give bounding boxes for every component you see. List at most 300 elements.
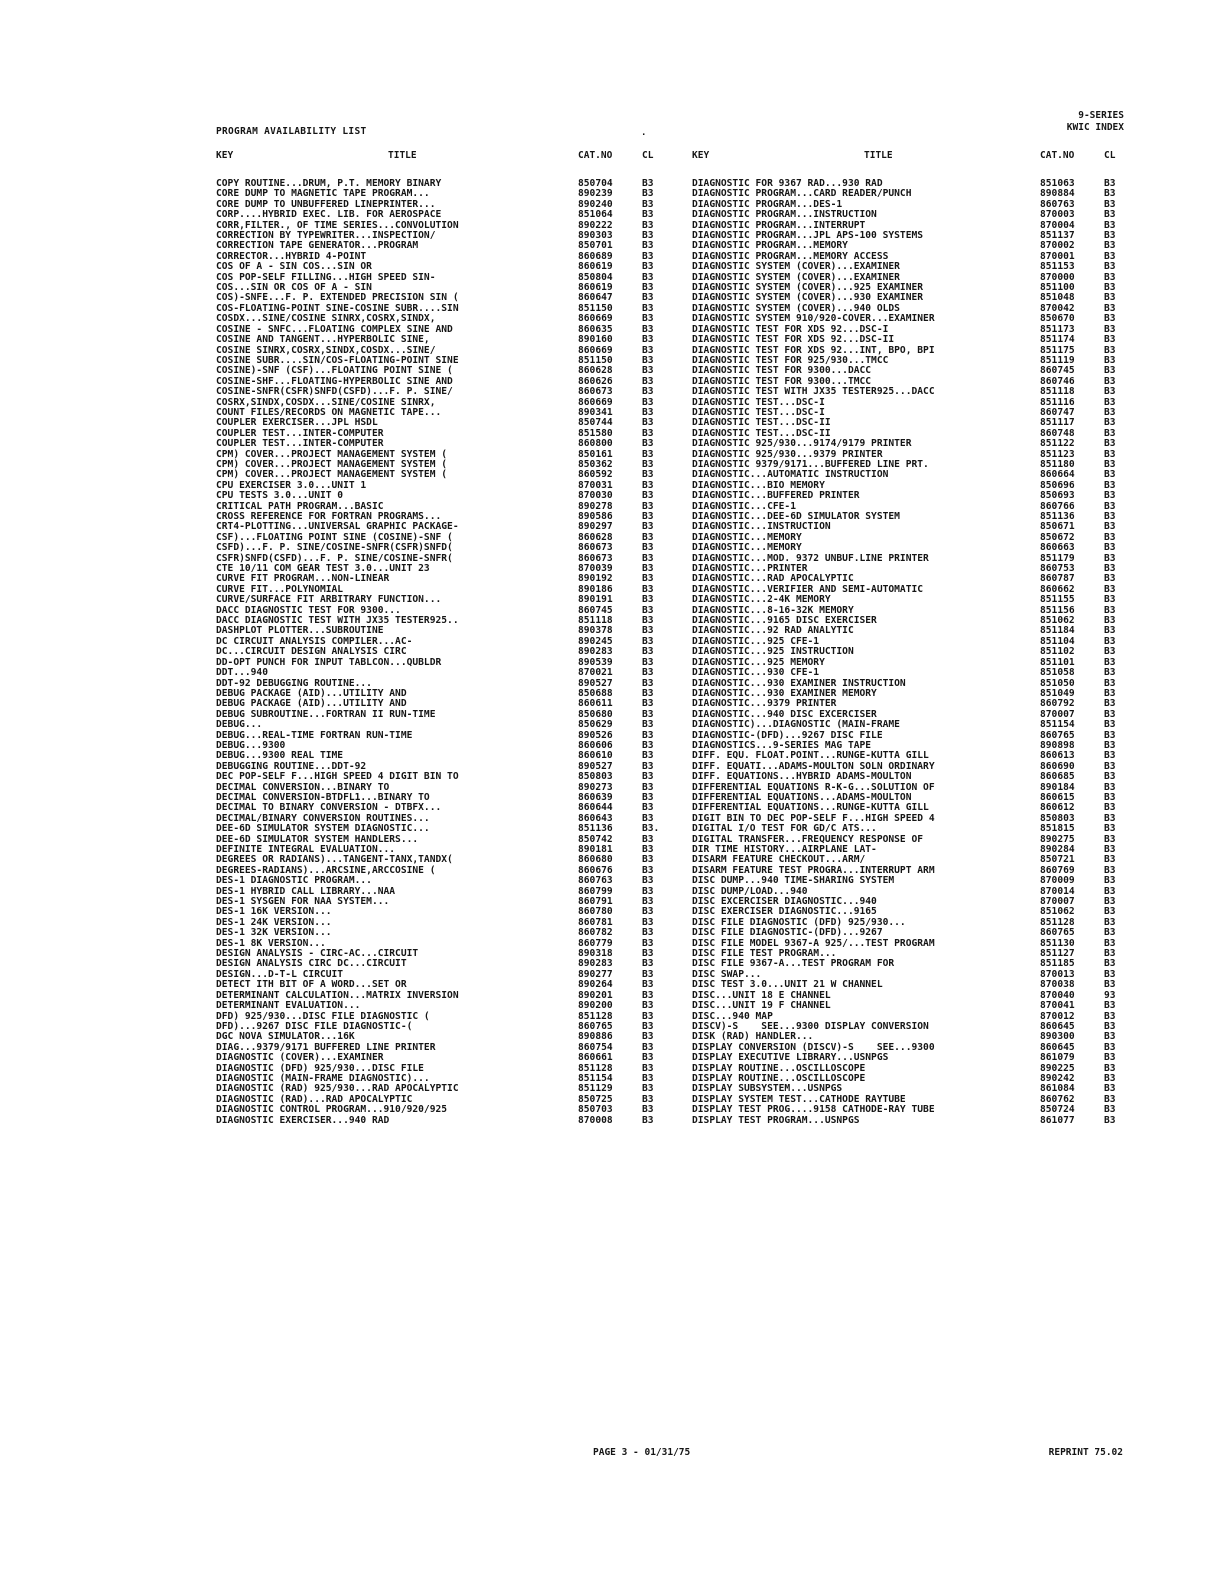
- entry-catno: 851580: [578, 427, 613, 439]
- entry-class: B3: [642, 687, 654, 699]
- entry-catno: 860745: [578, 604, 613, 616]
- entry-title: DECIMAL CONVERSION-BTDFL1...BINARY TO: [216, 791, 430, 803]
- list-item: [216, 668, 660, 678]
- entry-catno: 890886: [578, 1031, 613, 1043]
- entry-catno: 860800: [578, 438, 613, 450]
- entry-catno: 890586: [578, 511, 613, 522]
- entry-class: B3: [642, 656, 654, 668]
- right-entry-list: [692, 179, 1124, 1126]
- entry-class: B3: [1104, 511, 1116, 522]
- entry-catno: 850362: [578, 458, 613, 470]
- entry-class: B3: [642, 1114, 654, 1126]
- entry-catno: 860765: [1040, 729, 1075, 741]
- entry-class: B3: [642, 594, 654, 606]
- entry-class: B3: [1104, 1062, 1116, 1074]
- entry-catno: 860689: [578, 250, 613, 262]
- entry-class: B3: [1104, 521, 1116, 533]
- entry-title: COPY ROUTINE...DRUM, P.T. MEMORY BINARY: [216, 178, 442, 189]
- entry-class: B3: [1104, 396, 1116, 408]
- entry-class: B3: [642, 511, 654, 522]
- entry-title: DIAGNOSTIC PROGRAM...MEMORY: [692, 240, 848, 252]
- entry-catno: 860613: [1040, 750, 1075, 762]
- entry-class: B3: [1104, 313, 1116, 325]
- entry-title: CORE DUMP TO MAGNETIC TAPE PROGRAM...: [216, 188, 430, 200]
- entry-class: B3: [1104, 1114, 1116, 1126]
- entry-title: CURVE FIT...POLYNOMIAL: [216, 583, 344, 595]
- entry-class: B3: [642, 282, 654, 294]
- entry-class: B3: [1104, 1000, 1116, 1012]
- entry-title: DIAGNOSTIC TEST FOR XDS 92...INT, BPO, BPI: [692, 344, 935, 356]
- entry-catno: 851173: [1040, 323, 1075, 335]
- entry-catno: 860779: [578, 937, 613, 949]
- entry-catno: 851128: [578, 1062, 613, 1074]
- entry-class: B3: [642, 542, 654, 554]
- entry-catno: 860791: [578, 896, 613, 908]
- entry-class: B3: [642, 1093, 654, 1105]
- entry-catno: 860606: [578, 739, 613, 751]
- entry-class: B3: [1104, 198, 1116, 210]
- cl-header: CL: [1104, 150, 1116, 161]
- catno-header: CAT.NO: [578, 150, 613, 161]
- entry-class: B3: [642, 906, 654, 918]
- list-item: [216, 1001, 660, 1011]
- entry-class: B3: [642, 739, 654, 751]
- entry-class: B3: [642, 1010, 654, 1022]
- entry-catno: 850704: [578, 178, 613, 189]
- entry-catno: 860644: [578, 802, 613, 814]
- entry-class: B3: [1104, 448, 1116, 460]
- entry-title: DACC DIAGNOSTIC TEST FOR 9300...: [216, 604, 401, 616]
- entry-title: DISC FILE 9367-A...TEST PROGRAM FOR: [692, 958, 895, 970]
- entry-catno: 851815: [1040, 823, 1075, 835]
- entry-class: B3: [642, 219, 654, 231]
- entry-catno: 851102: [1040, 646, 1075, 658]
- entry-class: B3: [1104, 552, 1116, 564]
- entry-class: B3: [642, 875, 654, 887]
- entry-class: B3.: [642, 823, 660, 835]
- entry-title: DIAGNOSTIC PROGRAM...INSTRUCTION: [692, 209, 877, 221]
- entry-title: DACC DIAGNOSTIC TEST WITH JX35 TESTER925..: [216, 615, 459, 627]
- entry-class: B3: [642, 646, 654, 658]
- entry-title: DIAGNOSTIC SYSTEM 910/920-COVER...EXAMINER: [692, 313, 935, 325]
- list-item: [692, 1001, 1124, 1011]
- list-item: [692, 335, 1124, 345]
- entry-title: DIAGNOSTIC...RAD APOCALYPTIC: [692, 573, 854, 585]
- entry-title: DIAGNOSTIC...930 EXAMINER INSTRUCTION: [692, 677, 906, 689]
- entry-title: DEBUG PACKAGE (AID)...UTILITY AND: [216, 698, 407, 710]
- entry-title: DIAGNOSTIC SYSTEM (COVER)...940 OLDS: [692, 302, 900, 314]
- entry-class: B3: [1104, 302, 1116, 314]
- entry-title: DC CIRCUIT ANALYSIS COMPILER...AC-: [216, 635, 413, 647]
- entry-title: DES-1 32K VERSION...: [216, 927, 332, 939]
- entry-class: B3: [642, 354, 654, 366]
- entry-class: B3: [1104, 864, 1116, 876]
- entry-catno: 860619: [578, 261, 613, 273]
- entry-title: COSINE - SNFC...FLOATING COMPLEX SINE AND: [216, 323, 453, 335]
- entry-title: DIAGNOSTIC...DEE-6D SIMULATOR SYSTEM: [692, 511, 900, 522]
- entry-title: DIAGNOSTIC TEST FOR XDS 92...DSC-I: [692, 323, 889, 335]
- entry-title: DIAGNOSTIC TEST...DSC-I: [692, 396, 825, 408]
- entry-title: DIAGNOSTIC)...DIAGNOSTIC (MAIN-FRAME: [692, 719, 900, 731]
- entry-title: COUNT FILES/RECORDS ON MAGNETIC TAPE...: [216, 406, 442, 418]
- entry-title: DIAGNOSTIC TEST FOR XDS 92...DSC-II: [692, 334, 895, 346]
- entry-class: B3: [1104, 927, 1116, 939]
- entry-class: B3: [642, 864, 654, 876]
- entry-title: DIAGNOSTIC TEST...DSC-II: [692, 427, 831, 439]
- entry-catno: 860643: [578, 812, 613, 824]
- entry-catno: 890283: [578, 958, 613, 970]
- reprint-label: REPRINT 75.02: [1048, 1447, 1123, 1458]
- entry-title: COS-FLOATING-POINT SINE-COSINE SUBR....SIN: [216, 302, 459, 314]
- entry-catno: 860787: [1040, 573, 1075, 585]
- entry-title: DEGREES-RADIANS)...ARCSINE,ARCCOSINE (: [216, 864, 436, 876]
- entry-class: B3: [1104, 937, 1116, 949]
- entry-catno: 851127: [1040, 948, 1075, 960]
- entry-catno: 850744: [578, 417, 613, 429]
- entry-catno: 860647: [578, 292, 613, 304]
- entry-title: DIAGNOSTIC FOR 9367 RAD...930 RAD: [692, 178, 883, 189]
- entry-class: B3: [642, 948, 654, 960]
- entry-class: B3: [1104, 760, 1116, 772]
- list-item: [216, 1105, 660, 1115]
- entry-class: B3: [1104, 750, 1116, 762]
- list-item: [692, 387, 1124, 397]
- entry-class: B3: [642, 844, 654, 855]
- entry-catno: 860615: [1040, 791, 1075, 803]
- entry-class: B3: [642, 323, 654, 335]
- entry-catno: 851174: [1040, 334, 1075, 346]
- entry-catno: 851150: [578, 354, 613, 366]
- entry-catno: 860753: [1040, 563, 1075, 575]
- entry-title: DISC FILE TEST PROGRAM...: [692, 948, 837, 960]
- entry-class: B3: [642, 989, 654, 1001]
- entry-class: B3: [1104, 365, 1116, 377]
- entry-catno: 860763: [578, 875, 613, 887]
- entry-class: B3: [642, 230, 654, 242]
- entry-catno: 851154: [578, 1072, 613, 1084]
- entry-title: DIAGNOSTIC...925 INSTRUCTION: [692, 646, 854, 658]
- entry-title: DIAGNOSTIC...92 RAD ANALYTIC: [692, 625, 854, 637]
- entry-catno: 851063: [1040, 178, 1075, 189]
- entry-class: B3: [1104, 646, 1116, 658]
- entry-catno: 851180: [1040, 458, 1075, 470]
- entry-catno: 851179: [1040, 552, 1075, 564]
- entry-class: B3: [642, 1104, 654, 1116]
- entry-catno: 870012: [1040, 1010, 1075, 1022]
- list-item: [692, 1053, 1124, 1063]
- entry-class: B3: [1104, 230, 1116, 242]
- entry-catno: 850671: [1040, 521, 1075, 533]
- entry-class: B3: [1104, 1083, 1116, 1095]
- entry-catno: 850742: [578, 833, 613, 845]
- entry-class: B3: [642, 833, 654, 845]
- entry-class: B3: [642, 375, 654, 387]
- entry-class: B3: [642, 604, 654, 616]
- entry-catno: 860626: [578, 375, 613, 387]
- title-header: TITLE: [388, 150, 417, 161]
- entry-title: DIGITAL I/O TEST FOR GD/C ATS...: [692, 823, 877, 835]
- entry-class: B3: [642, 250, 654, 262]
- entry-catno: 860792: [1040, 698, 1075, 710]
- entry-class: B3: [642, 1041, 654, 1053]
- entry-class: B3: [1104, 500, 1116, 512]
- entry-title: CURVE FIT PROGRAM...NON-LINEAR: [216, 573, 390, 585]
- entry-class: B3: [1104, 1020, 1116, 1032]
- entry-catno: 870021: [578, 667, 613, 679]
- entry-catno: 890240: [578, 198, 613, 210]
- entry-title: DIAGNOSTIC 925/930...9174/9179 PRINTER: [692, 438, 912, 450]
- cl-header: CL: [642, 150, 654, 161]
- right-column: [692, 150, 1124, 1126]
- entry-catno: 851156: [1040, 604, 1075, 616]
- entry-catno: 860669: [578, 344, 613, 356]
- entry-class: B3: [1104, 1010, 1116, 1022]
- entry-title: DISC...940 MAP: [692, 1010, 773, 1022]
- entry-class: B3: [1104, 802, 1116, 814]
- entry-catno: 860645: [1040, 1041, 1075, 1053]
- entry-class: B3: [642, 417, 654, 429]
- entry-title: CURVE/SURFACE FIT ARBITRARY FUNCTION...: [216, 594, 442, 606]
- entry-title: DIAGNOSTIC TEST...DSC-II: [692, 417, 831, 429]
- entry-title: DIAGNOSTIC (COVER)...EXAMINER: [216, 1052, 384, 1064]
- entry-catno: 850803: [578, 771, 613, 783]
- entry-class: B3: [642, 406, 654, 418]
- entry-catno: 870009: [1040, 875, 1075, 887]
- entry-title: CPM) COVER...PROJECT MANAGEMENT SYSTEM (: [216, 469, 448, 481]
- entry-title: DISC DUMP...940 TIME-SHARING SYSTEM: [692, 875, 895, 887]
- entry-title: DISC...UNIT 19 F CHANNEL: [692, 1000, 831, 1012]
- entry-class: B3: [1104, 583, 1116, 595]
- entry-class: B3: [642, 1072, 654, 1084]
- entry-catno: 860669: [578, 313, 613, 325]
- entry-title: DES-1 SYSGEN FOR NAA SYSTEM...: [216, 896, 390, 908]
- entry-catno: 890318: [578, 948, 613, 960]
- entry-title: CROSS REFERENCE FOR FORTRAN PROGRAMS...: [216, 511, 442, 522]
- entry-title: DEC POP-SELF F...HIGH SPEED 4 DIGIT BIN TO: [216, 771, 459, 783]
- entry-title: DETERMINANT EVALUATION...: [216, 1000, 361, 1012]
- entry-title: DIAGNOSTIC SYSTEM (COVER)...930 EXAMINER: [692, 292, 924, 304]
- entry-catno: 890160: [578, 334, 613, 346]
- entry-catno: 890242: [1040, 1072, 1075, 1084]
- entry-class: B3: [1104, 354, 1116, 366]
- entry-catno: 860673: [578, 552, 613, 564]
- entry-title: DIAGNOSTIC (DFD) 925/930...DISC FILE: [216, 1062, 424, 1074]
- entry-title: CTE 10/11 COM GEAR TEST 3.0...UNIT 23: [216, 563, 430, 575]
- entry-title: DISC FILE DIAGNOSTIC (DFD) 925/930...: [692, 916, 906, 928]
- list-item: [692, 668, 1124, 678]
- entry-title: DIAGNOSTIC PROGRAM...CARD READER/PUNCH: [692, 188, 912, 200]
- entry-title: DIAGNOSTIC EXERCISER...940 RAD: [216, 1114, 390, 1126]
- entry-catno: 850703: [578, 1104, 613, 1116]
- entry-class: B3: [1104, 594, 1116, 606]
- entry-title: DIFF. EQUATI...ADAMS-MOULTON SOLN ORDINARY: [692, 760, 935, 772]
- entry-class: B3: [642, 1031, 654, 1043]
- entry-title: DEBUG...REAL-TIME FORTRAN RUN-TIME: [216, 729, 413, 741]
- entry-title: DISARM FEATURE CHECKOUT...ARM/: [692, 854, 866, 866]
- entry-class: B3: [1104, 604, 1116, 616]
- entry-title: CPU EXERCISER 3.0...UNIT 1: [216, 479, 367, 491]
- left-column-header: [216, 150, 660, 164]
- entry-title: DIAGNOSTIC (MAIN-FRAME DIAGNOSTIC)...: [216, 1072, 430, 1084]
- entry-title: DISC FILE DIAGNOSTIC-(DFD)...9267: [692, 927, 883, 939]
- entry-catno: 860619: [578, 282, 613, 294]
- entry-title: DESIGN ANALYSIS CIRC DC...CIRCUIT: [216, 958, 407, 970]
- entry-class: B3: [1104, 677, 1116, 689]
- entry-catno: 890184: [1040, 781, 1075, 793]
- entry-catno: 860639: [578, 791, 613, 803]
- entry-class: B3: [1104, 188, 1116, 200]
- entry-catno: 860746: [1040, 375, 1075, 387]
- entry-catno: 851185: [1040, 958, 1075, 970]
- entry-class: B3: [642, 979, 654, 991]
- entry-catno: 860628: [578, 365, 613, 377]
- entry-title: DESIGN ANALYSIS - CIRC-AC...CIRCUIT: [216, 948, 419, 960]
- entry-title: DETECT ITH BIT OF A WORD...SET OR: [216, 979, 407, 991]
- entry-class: B3: [1104, 698, 1116, 710]
- entry-catno: 850672: [1040, 531, 1075, 543]
- entry-class: B3: [1104, 386, 1116, 398]
- entry-catno: 870038: [1040, 979, 1075, 991]
- entry-title: DES-1 16K VERSION...: [216, 906, 332, 918]
- entry-catno: 851137: [1040, 230, 1075, 242]
- entry-catno: 890200: [578, 1000, 613, 1012]
- entry-title: CSFR)SNFD(CSFD)...F. P. SINE/COSINE-SNFR(: [216, 552, 453, 564]
- entry-class: B3: [642, 958, 654, 970]
- entry-title: CRITICAL PATH PROGRAM...BASIC: [216, 500, 384, 512]
- entry-title: CORR,FILTER., OF TIME SERIES...CONVOLUTION: [216, 219, 459, 231]
- entry-title: DIAGNOSTIC SYSTEM (COVER)...EXAMINER: [692, 271, 900, 283]
- entry-title: DIAGNOSTIC TEST WITH JX35 TESTER925...DACC: [692, 386, 935, 398]
- entry-class: B3: [642, 781, 654, 793]
- entry-catno: 860765: [1040, 927, 1075, 939]
- entry-title: DIAGNOSTIC PROGRAM...INTERRUPT: [692, 219, 866, 231]
- entry-catno: 890186: [578, 583, 613, 595]
- entry-class: B3: [642, 698, 654, 710]
- entry-catno: 890300: [1040, 1031, 1075, 1043]
- entry-title: DC...CIRCUIT DESIGN ANALYSIS CIRC: [216, 646, 407, 658]
- entry-class: B3: [1104, 209, 1116, 221]
- entry-title: DIAGNOSTIC...CFE-1: [692, 500, 796, 512]
- entry-title: DIAGNOSTIC...930 CFE-1: [692, 667, 820, 679]
- entry-catno: 850670: [1040, 313, 1075, 325]
- entry-catno: 890278: [578, 500, 613, 512]
- entry-catno: 851049: [1040, 687, 1075, 699]
- entry-catno: 851175: [1040, 344, 1075, 356]
- entry-title: DIAGNOSTIC-(DFD)...9267 DISC FILE: [692, 729, 883, 741]
- page-number: PAGE 3 - 01/31/75: [593, 1447, 691, 1458]
- entry-class: B3: [642, 573, 654, 585]
- entry-catno: 851119: [1040, 354, 1075, 366]
- entry-catno: 860745: [1040, 365, 1075, 377]
- entry-class: B3: [1104, 271, 1116, 283]
- entry-class: B3: [1104, 282, 1116, 294]
- entry-catno: 870004: [1040, 219, 1075, 231]
- entry-catno: 860662: [1040, 583, 1075, 595]
- entry-catno: 851048: [1040, 292, 1075, 304]
- entry-catno: 860673: [578, 542, 613, 554]
- entry-class: B3: [1104, 1072, 1116, 1084]
- entry-catno: 870014: [1040, 885, 1075, 897]
- entry-title: DIAGNOSTICS...9-SERIES MAG TAPE: [692, 739, 872, 751]
- entry-title: DIAGNOSTIC...AUTOMATIC INSTRUCTION: [692, 469, 889, 481]
- entry-catno: 851136: [578, 823, 613, 835]
- entry-class: B3: [642, 479, 654, 491]
- entry-class: B3: [1104, 542, 1116, 554]
- entry-catno: 851122: [1040, 438, 1075, 450]
- list-item: [216, 439, 660, 449]
- list-item: [216, 387, 660, 397]
- entry-class: B3: [1104, 906, 1116, 918]
- entry-title: DIGIT BIN TO DEC POP-SELF F...HIGH SPEED 4: [692, 812, 935, 824]
- entry-class: B3: [1104, 219, 1116, 231]
- entry-class: B3: [1104, 573, 1116, 585]
- entry-class: B3: [642, 1052, 654, 1064]
- entry-title: DEBUG SUBROUTINE...FORTRAN II RUN-TIME: [216, 708, 436, 720]
- entry-class: B3: [642, 188, 654, 200]
- entry-catno: 851116: [1040, 396, 1075, 408]
- entry-title: DIAGNOSTIC TEST FOR 9300...DACC: [692, 365, 872, 377]
- entry-title: DIFFERENTIAL EQUATIONS R-K-G...SOLUTION OF: [692, 781, 935, 793]
- entry-catno: 851153: [1040, 261, 1075, 273]
- entry-catno: 860748: [1040, 427, 1075, 439]
- entry-title: DISPLAY SUBSYSTEM...USNPGS: [692, 1083, 843, 1095]
- entry-catno: 850803: [1040, 812, 1075, 824]
- entry-class: B3: [642, 261, 654, 273]
- entry-class: B3: [642, 1083, 654, 1095]
- entry-class: B3: [642, 531, 654, 543]
- series-label: 9-SERIES: [1078, 110, 1124, 121]
- entry-title: CORP....HYBRID EXEC. LIB. FOR AEROSPACE: [216, 209, 442, 221]
- entry-title: DIAGNOSTIC SYSTEM (COVER)...EXAMINER: [692, 261, 900, 273]
- entry-title: DIAGNOSTIC...925 MEMORY: [692, 656, 825, 668]
- entry-catno: 890201: [578, 989, 613, 1001]
- entry-class: B3: [1104, 438, 1116, 450]
- entry-title: DEBUG PACKAGE (AID)...UTILITY AND: [216, 687, 407, 699]
- list-item: [692, 772, 1124, 782]
- entry-catno: 861079: [1040, 1052, 1075, 1064]
- entry-title: DIAGNOSTIC...8-16-32K MEMORY: [692, 604, 854, 616]
- entry-title: COSINE SUBR....SIN/COS-FLOATING-POINT SINE: [216, 354, 459, 366]
- entry-title: DIR TIME HISTORY...AIRPLANE LAT-: [692, 844, 877, 855]
- entry-title: DES-1 24K VERSION...: [216, 916, 332, 928]
- entry-title: DIAGNOSTIC...PRINTER: [692, 563, 808, 575]
- left-entry-list: [216, 179, 660, 1126]
- entry-title: DIAGNOSTIC...940 DISC EXCERCISER: [692, 708, 877, 720]
- entry-class: B3: [1104, 833, 1116, 845]
- entry-class: B3: [1104, 469, 1116, 481]
- entry-catno: 850804: [578, 271, 613, 283]
- entry-class: B3: [642, 1020, 654, 1032]
- entry-title: DETERMINANT CALCULATION...MATRIX INVERSION: [216, 989, 459, 1001]
- entry-catno: 860610: [578, 750, 613, 762]
- entry-catno: 851154: [1040, 719, 1075, 731]
- entry-catno: 870002: [1040, 240, 1075, 252]
- list-item: [692, 1116, 1124, 1126]
- entry-catno: 860669: [578, 396, 613, 408]
- entry-title: DISARM FEATURE TEST PROGRA...INTERRUPT ARM: [692, 864, 935, 876]
- entry-class: B3: [642, 396, 654, 408]
- entry-title: DIAGNOSTIC...925 CFE-1: [692, 635, 820, 647]
- entry-catno: 860661: [578, 1052, 613, 1064]
- entry-class: B3: [642, 635, 654, 647]
- entry-catno: 890898: [1040, 739, 1075, 751]
- entry-title: DIAGNOSTIC...BIO MEMORY: [692, 479, 825, 491]
- entry-catno: 851155: [1040, 594, 1075, 606]
- entry-catno: 850721: [1040, 854, 1075, 866]
- entry-title: DIGITAL TRANSFER...FREQUENCY RESPONSE OF: [692, 833, 924, 845]
- entry-class: B3: [642, 386, 654, 398]
- entry-class: B3: [1104, 844, 1116, 855]
